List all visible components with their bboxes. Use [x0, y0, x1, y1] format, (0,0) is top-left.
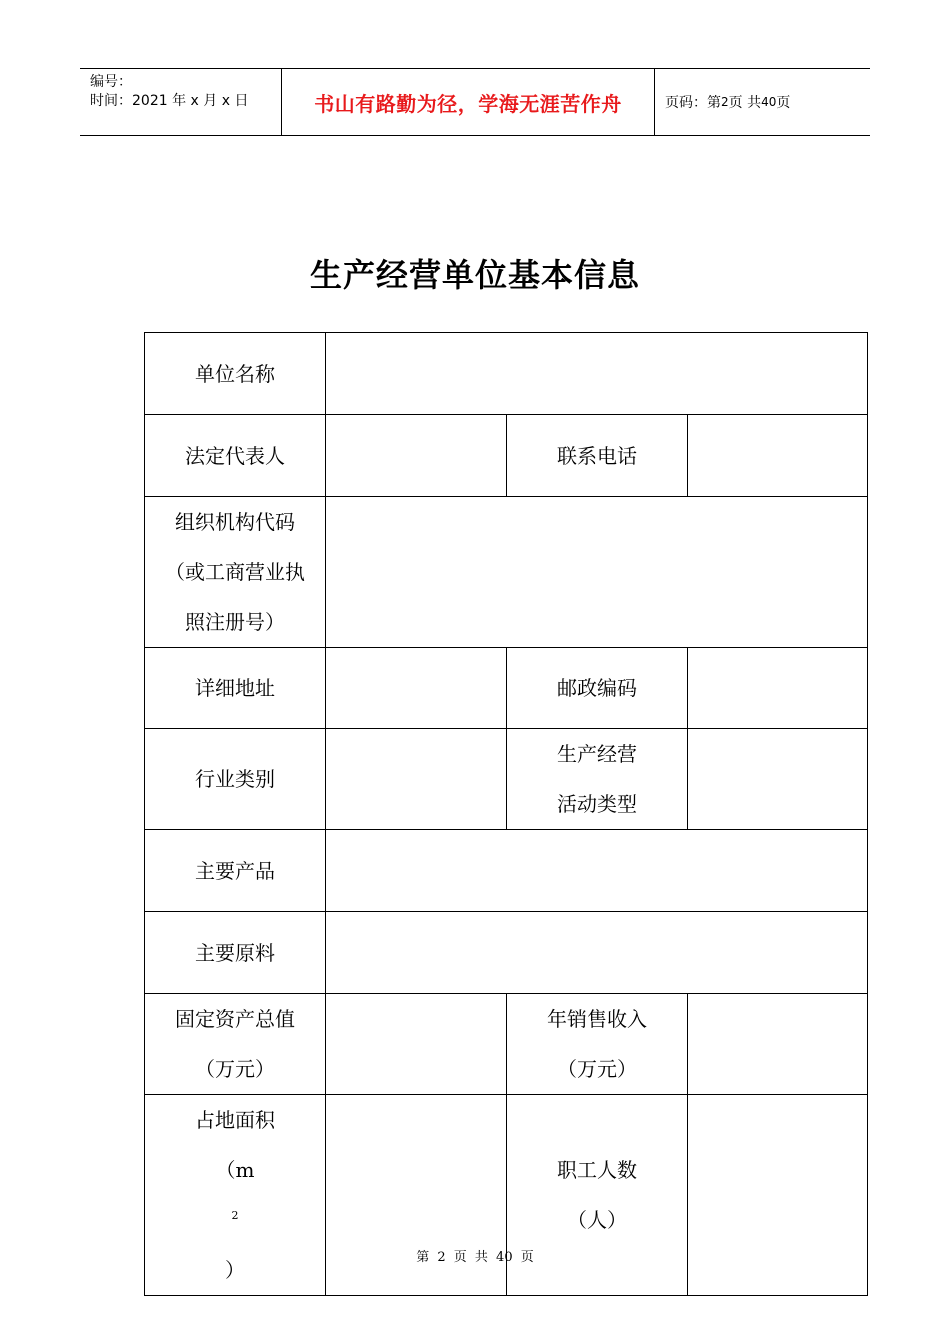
address-label: 详细地址 [145, 648, 326, 729]
page-total: 40 [761, 95, 777, 109]
page-footer: 第 2 页 共 40 页 [416, 1250, 534, 1265]
page-suffix: 页 [776, 95, 791, 111]
materials-label: 主要原料 [145, 912, 326, 994]
header-motto: 书山有路勤为径，学海无涯苦作舟 [281, 69, 655, 135]
page-header [80, 68, 870, 136]
unit-info-form [144, 332, 868, 1296]
staff-count-label-line1: 职工人数 [557, 1158, 637, 1182]
materials-field[interactable] [326, 912, 868, 994]
activity-type-label-line1: 生产经营 [557, 742, 637, 766]
page-mid: 页 共 [728, 95, 762, 111]
industry-label: 行业类别 [145, 729, 326, 830]
floor-area-label-line2 [145, 1145, 325, 1295]
form-row-org-code [145, 497, 868, 648]
floor-area-unit-suffix: ） [225, 1258, 245, 1282]
floor-area-label-line1: 占地面积 [195, 1108, 275, 1132]
form-row-assets [145, 994, 868, 1095]
form-row-area [145, 1095, 868, 1296]
floor-area-label [145, 1095, 326, 1296]
unit-name-field[interactable] [326, 333, 868, 415]
products-field[interactable] [326, 830, 868, 912]
page-number: 2 [721, 95, 729, 109]
floor-area-unit-exponent: 2 [231, 1209, 239, 1222]
fixed-assets-label [145, 994, 326, 1095]
staff-count-label-line2: （人） [567, 1208, 627, 1232]
fixed-assets-field[interactable] [326, 994, 507, 1095]
form-row-legal-rep [145, 415, 868, 497]
org-code-field[interactable] [326, 497, 868, 648]
unit-name-label: 单位名称 [145, 333, 326, 415]
org-code-label-line3: 照注册号） [185, 610, 285, 634]
postal-code-field[interactable] [688, 648, 868, 729]
staff-count-label [507, 1095, 688, 1296]
industry-field[interactable] [326, 729, 507, 830]
activity-type-label-line2: 活动类型 [557, 792, 637, 816]
form-row-products [145, 830, 868, 912]
phone-label: 联系电话 [507, 415, 688, 497]
annual-sales-label [507, 994, 688, 1095]
legal-rep-field[interactable] [326, 415, 507, 497]
form-row-address [145, 648, 868, 729]
org-code-label-line1: 组织机构代码 [175, 510, 295, 534]
annual-sales-label-line1: 年销售收入 [547, 1007, 647, 1031]
document-date: 时间：2021 年 x 月 x 日 [90, 93, 249, 109]
annual-sales-field[interactable] [688, 994, 868, 1095]
postal-code-label: 邮政编码 [507, 648, 688, 729]
form-row-unit-name [145, 333, 868, 415]
header-meta [80, 69, 281, 135]
fixed-assets-label-line2: （万元） [195, 1057, 275, 1081]
page-title: 生产经营单位基本信息 [309, 256, 640, 294]
form-row-industry [145, 729, 868, 830]
activity-type-field[interactable] [688, 729, 868, 830]
page-prefix: 页码：第 [665, 95, 721, 111]
document-number-label: 编号： [90, 74, 132, 90]
activity-type-label [507, 729, 688, 830]
floor-area-unit-prefix: （m [215, 1158, 255, 1182]
org-code-label [145, 497, 326, 648]
header-page-indicator [655, 69, 870, 135]
staff-count-field[interactable] [688, 1095, 868, 1296]
products-label: 主要产品 [145, 830, 326, 912]
fixed-assets-label-line1: 固定资产总值 [175, 1007, 295, 1031]
form-row-materials [145, 912, 868, 994]
phone-field[interactable] [688, 415, 868, 497]
address-field[interactable] [326, 648, 507, 729]
floor-area-field[interactable] [326, 1095, 507, 1296]
annual-sales-label-line2: （万元） [557, 1057, 637, 1081]
org-code-label-line2: （或工商营业执 [165, 560, 305, 584]
legal-rep-label: 法定代表人 [145, 415, 326, 497]
